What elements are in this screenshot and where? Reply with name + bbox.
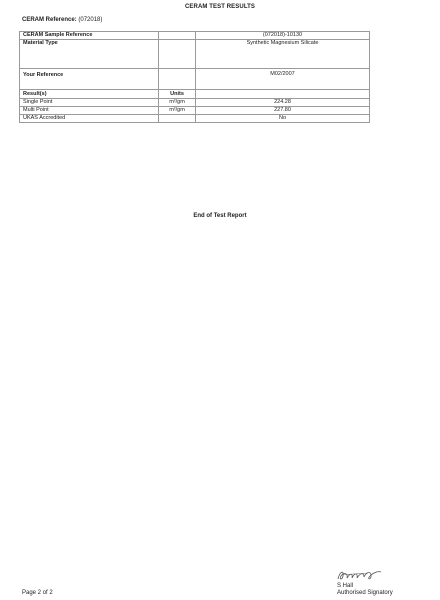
result-name: UKAS Accredited bbox=[20, 115, 159, 123]
result-name: Multi Point bbox=[20, 107, 159, 115]
sample-reference-units bbox=[159, 32, 196, 40]
signatory-name: S Hall bbox=[337, 583, 354, 589]
ceram-reference-label: CERAM Reference: bbox=[22, 17, 77, 23]
sample-reference-label: CERAM Sample Reference bbox=[20, 32, 159, 40]
result-value: No bbox=[196, 115, 370, 123]
sample-reference-value: (072018)-10130 bbox=[196, 32, 370, 40]
results-header-label: Result(s) bbox=[20, 90, 159, 99]
result-units: m²/gm bbox=[159, 107, 196, 115]
page-number: Page 2 of 2 bbox=[22, 590, 53, 596]
ceram-reference-value: (072018) bbox=[78, 17, 103, 23]
table-row bbox=[20, 99, 370, 107]
document-title: CERAM TEST RESULTS bbox=[184, 4, 256, 10]
result-units: m²/gm bbox=[159, 99, 196, 107]
material-type-units bbox=[159, 40, 196, 69]
results-table bbox=[19, 31, 370, 123]
table-row-results-header bbox=[20, 90, 370, 99]
results-header-units: Units bbox=[159, 90, 196, 99]
signatory-block bbox=[337, 583, 393, 597]
your-reference-label: Your Reference bbox=[20, 69, 159, 90]
table-row bbox=[20, 107, 370, 115]
signature-image bbox=[334, 567, 388, 583]
results-header-value bbox=[196, 90, 370, 99]
material-type-value: Synthetic Magnesium Silicate bbox=[196, 40, 370, 69]
end-of-report: End of Test Report bbox=[193, 213, 247, 219]
ceram-reference bbox=[22, 17, 102, 23]
material-type-label: Material Type bbox=[20, 40, 159, 69]
your-reference-units bbox=[159, 69, 196, 90]
result-units bbox=[159, 115, 196, 123]
result-value: 224.28 bbox=[196, 99, 370, 107]
table-row-your-reference bbox=[20, 69, 370, 90]
table-row-sample-reference bbox=[20, 32, 370, 40]
result-value: 227.80 bbox=[196, 107, 370, 115]
table-row-material-type bbox=[20, 40, 370, 69]
your-reference-value: M02/2007 bbox=[196, 69, 370, 90]
table-row bbox=[20, 115, 370, 123]
signatory-title: Authorised Signatory bbox=[337, 590, 393, 596]
result-name: Single Point bbox=[20, 99, 159, 107]
